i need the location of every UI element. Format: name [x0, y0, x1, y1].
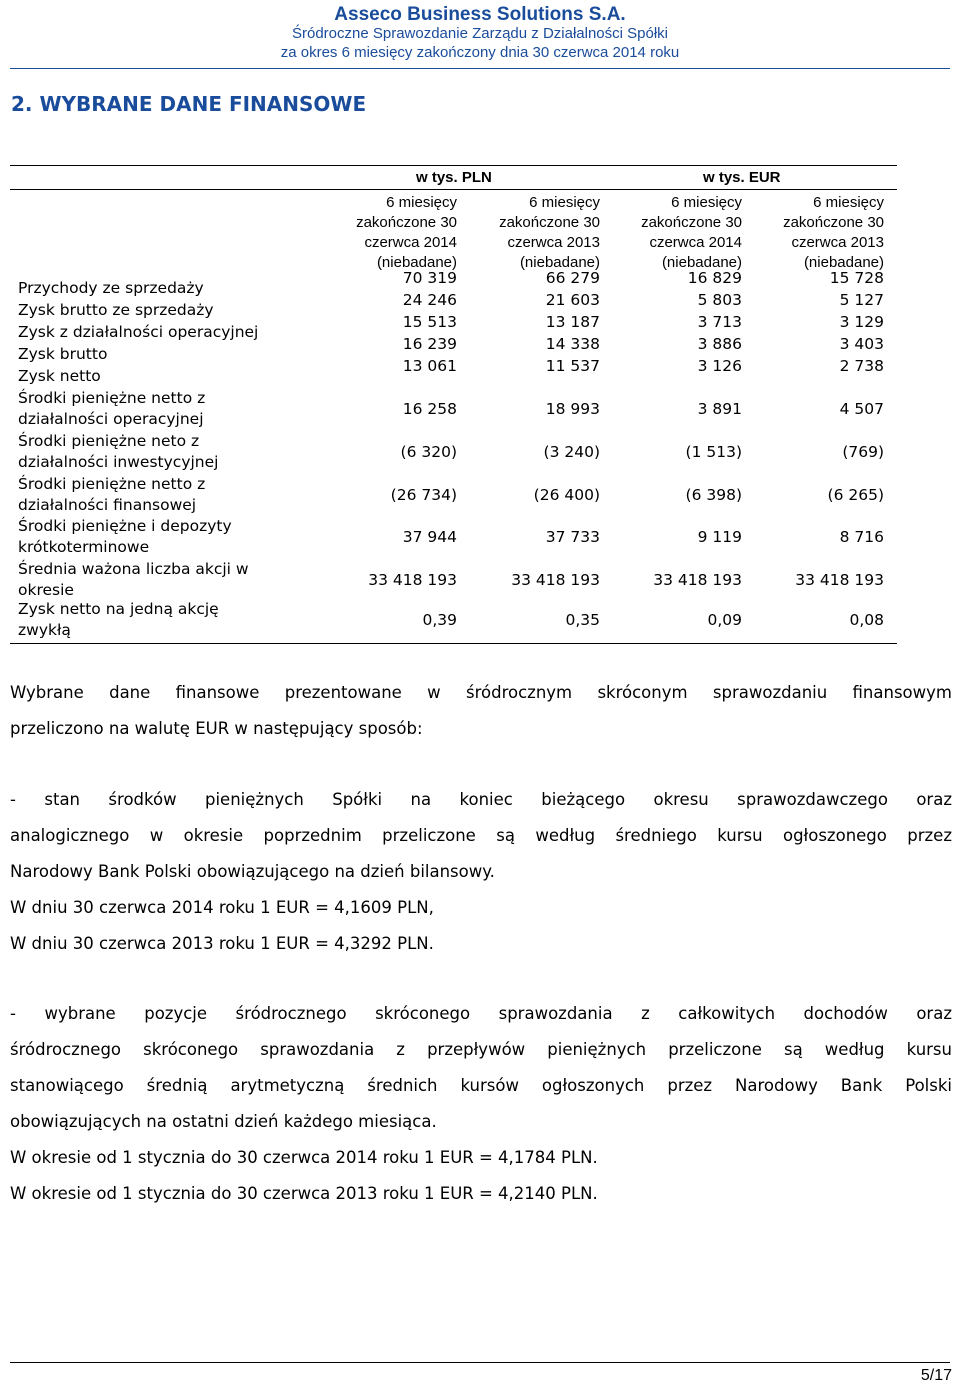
- report-period: za okres 6 miesięcy zakończony dnia 30 czerwca 2014 roku: [280, 44, 680, 61]
- column-header-line: czerwca 2014: [364, 234, 457, 251]
- table-cell-value: 21 603: [545, 291, 600, 309]
- currency-header-pln: w tys. PLN: [416, 169, 492, 186]
- table-cell-value: 3 403: [839, 335, 884, 353]
- table-cell-value: 0,09: [707, 611, 742, 629]
- page-number: 5/17: [920, 1367, 952, 1384]
- table-cell-value: (769): [842, 443, 884, 461]
- table-cell-value: 13 061: [402, 357, 457, 375]
- company-name: Asseco Business Solutions S.A.: [334, 4, 626, 25]
- row-label: Zysk brutto: [18, 345, 108, 363]
- row-label: zwykłą: [18, 621, 71, 639]
- table-cell-value: 4 507: [839, 400, 884, 418]
- column-header-line: czerwca 2013: [791, 234, 884, 251]
- column-header-line: zakończone 30: [641, 214, 742, 231]
- table-cell-value: 3 891: [697, 400, 742, 418]
- text-line: stanowiącego średnią arytmetyczną średnich kursów ogłoszonych przez Narodowy Bank Polski: [10, 1076, 952, 1095]
- table-cell-value: 37 944: [402, 528, 457, 546]
- table-cell-value: (6 320): [400, 443, 457, 461]
- column-header-line: 6 miesięcy: [386, 194, 457, 211]
- text-line: W okresie od 1 stycznia do 30 czerwca 2014 roku 1 EUR = 4,1784 PLN.: [10, 1148, 598, 1167]
- table-cell-value: 14 338: [545, 335, 600, 353]
- income-conversion-paragraph: [10, 996, 952, 1212]
- row-label: działalności finansowej: [18, 496, 197, 514]
- table-cell-value: (1 513): [685, 443, 742, 461]
- row-label: Zysk z działalności operacyjnej: [18, 323, 259, 341]
- currency-header-eur: w tys. EUR: [703, 169, 781, 186]
- text-line: analogicznego w okresie poprzednim przeliczone są według średniego kursu ogłoszonego przez: [10, 826, 952, 845]
- text-line: przeliczono na walutę EUR w następujący sposób:: [10, 719, 423, 738]
- table-top-rule: [10, 165, 897, 166]
- report-title: Śródroczne Sprawozdanie Zarządu z Działalności Spółki: [291, 25, 669, 42]
- table-cell-value: 2 738: [839, 357, 884, 375]
- row-label: Zysk brutto ze sprzedaży: [18, 301, 214, 319]
- row-label: Środki pieniężne i depozyty: [18, 517, 232, 535]
- text-line: - wybrane pozycje śródrocznego skróconego sprawozdania z całkowitych dochodów oraz: [10, 1004, 952, 1023]
- balance-conversion-paragraph: [10, 782, 952, 962]
- text-line: - stan środków pieniężnych Spółki na koniec bieżącego okresu sprawozdawczego oraz: [10, 790, 952, 809]
- table-cell-value: 9 119: [697, 528, 742, 546]
- column-header-line: zakończone 30: [783, 214, 884, 231]
- header-divider: [10, 68, 950, 69]
- row-label: Przychody ze sprzedaży: [18, 279, 204, 297]
- section-title: 2. WYBRANE DANE FINANSOWE: [11, 92, 367, 116]
- table-cell-value: 3 886: [697, 335, 742, 353]
- table-cell-value: 0,08: [849, 611, 884, 629]
- text-line: Wybrane dane finansowe prezentowane w śródrocznym skróconym sprawozdaniu finansowym: [10, 683, 952, 702]
- table-cell-value: (26 734): [390, 486, 457, 504]
- column-header-line: czerwca 2014: [649, 234, 742, 251]
- text-line: Narodowy Bank Polski obowiązującego na dzień bilansowy.: [10, 862, 495, 881]
- table-cell-value: 16 258: [402, 400, 457, 418]
- column-header-line: 6 miesięcy: [529, 194, 600, 211]
- column-header-line: (niebadane): [519, 254, 600, 271]
- table-cell-value: (6 265): [827, 486, 884, 504]
- row-label: krótkoterminowe: [18, 538, 150, 556]
- table-cell-value: 3 713: [697, 313, 742, 331]
- text-line: W dniu 30 czerwca 2013 roku 1 EUR = 4,3292 PLN.: [10, 934, 434, 953]
- table-cell-value: 11 537: [545, 357, 600, 375]
- table-cell-value: 24 246: [402, 291, 457, 309]
- table-cell-value: 0,35: [565, 611, 600, 629]
- row-label: Średnia ważona liczba akcji w: [18, 560, 249, 578]
- column-header-line: zakończone 30: [499, 214, 600, 231]
- table-cell-value: 3 126: [697, 357, 742, 375]
- table-cell-value: (6 398): [685, 486, 742, 504]
- footer-divider: [10, 1362, 950, 1363]
- row-label: Zysk netto: [18, 367, 101, 385]
- column-header-line: zakończone 30: [356, 214, 457, 231]
- text-line: obowiązujących na ostatni dzień każdego miesiąca.: [10, 1112, 437, 1131]
- table-cell-value: (26 400): [533, 486, 600, 504]
- table-cell-value: (3 240): [543, 443, 600, 461]
- column-header-line: 6 miesięcy: [671, 194, 742, 211]
- table-cell-value: 16 239: [402, 335, 457, 353]
- table-cell-value: 13 187: [545, 313, 600, 331]
- row-label: okresie: [18, 581, 74, 599]
- table-cell-value: 16 829: [687, 269, 742, 287]
- table-cell-value: 33 418 193: [368, 571, 457, 589]
- table-cell-value: 5 127: [839, 291, 884, 309]
- table-cell-value: 8 716: [839, 528, 884, 546]
- table-cell-value: 15 728: [829, 269, 884, 287]
- row-label: działalności operacyjnej: [18, 410, 204, 428]
- text-line: W dniu 30 czerwca 2014 roku 1 EUR = 4,1609 PLN,: [10, 898, 434, 917]
- row-label: działalności inwestycyjnej: [18, 453, 219, 471]
- table-cell-value: 66 279: [545, 269, 600, 287]
- table-cell-value: 37 733: [545, 528, 600, 546]
- table-cell-value: 33 418 193: [795, 571, 884, 589]
- row-label: Zysk netto na jedną akcję: [18, 600, 219, 618]
- column-header-line: (niebadane): [376, 254, 457, 271]
- column-header-line: czerwca 2013: [507, 234, 600, 251]
- text-line: W okresie od 1 stycznia do 30 czerwca 2013 roku 1 EUR = 4,2140 PLN.: [10, 1184, 598, 1203]
- row-label: Środki pieniężne neto z: [18, 432, 200, 450]
- column-header-line: 6 miesięcy: [813, 194, 884, 211]
- table-cell-value: 18 993: [545, 400, 600, 418]
- intro-paragraph: [10, 675, 952, 747]
- table-bottom-rule: [10, 643, 897, 644]
- table-cell-value: 70 319: [402, 269, 457, 287]
- table-cell-value: 33 418 193: [653, 571, 742, 589]
- table-cell-value: 3 129: [839, 313, 884, 331]
- column-header-line: (niebadane): [803, 254, 884, 271]
- table-cell-value: 5 803: [697, 291, 742, 309]
- column-header-line: (niebadane): [661, 254, 742, 271]
- table-cell-value: 33 418 193: [511, 571, 600, 589]
- table-cell-value: 0,39: [422, 611, 457, 629]
- text-line: śródrocznego skróconego sprawozdania z przepływów pieniężnych przeliczone są według kursu: [10, 1040, 952, 1059]
- row-label: Środki pieniężne netto z: [18, 389, 206, 407]
- table-cell-value: 15 513: [402, 313, 457, 331]
- row-label: Środki pieniężne netto z: [18, 475, 206, 493]
- currency-header-rule: [10, 189, 897, 190]
